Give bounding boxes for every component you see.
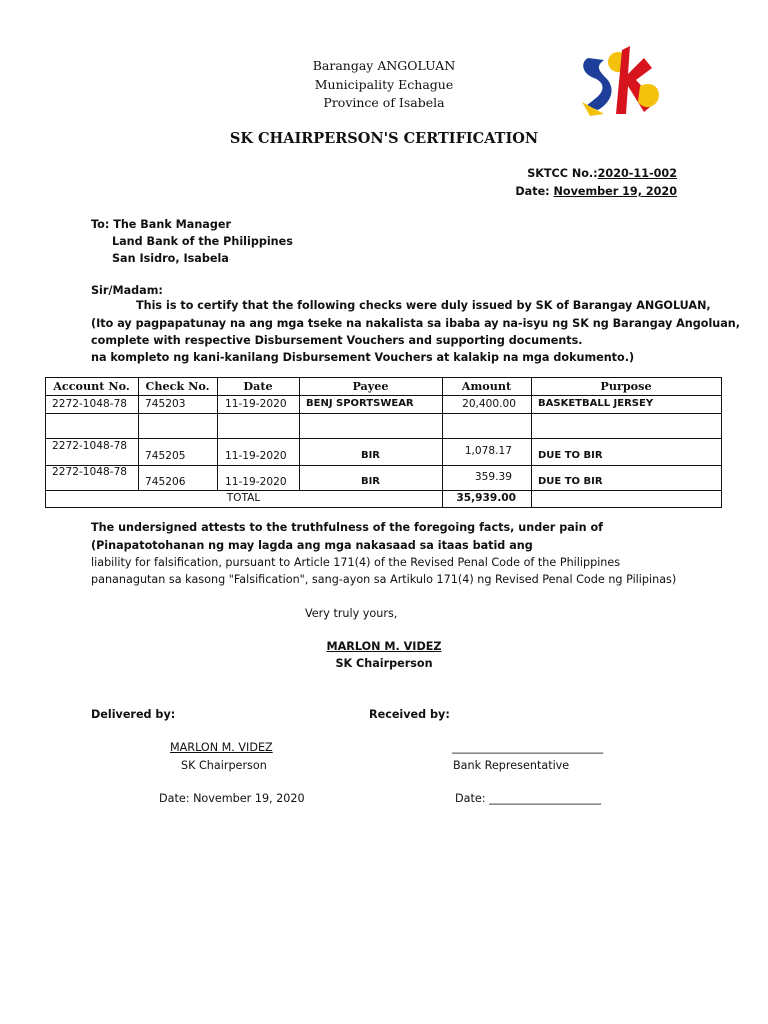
cell-payee: BIR: [360, 450, 381, 461]
col-header-purpose: Purpose: [600, 379, 652, 393]
cell-amount: 20,400.00: [462, 398, 516, 410]
sk-logo-icon: [578, 40, 666, 118]
header-province: Province of Isabela: [323, 95, 445, 110]
body-line-1: This is to certify that the following checks were duly issued by SK of Barangay ANGOLUAN,: [136, 299, 711, 312]
attestation-line-3: liability for falsification, pursuant to Article 171(4) of the Revised Penal Code of the Philippines: [91, 556, 621, 569]
cell-amount: 1,078.17: [464, 445, 512, 457]
delivered-title: SK Chairperson: [181, 759, 267, 772]
col-header-date: Date: [243, 379, 273, 393]
col-header-payee: Payee: [352, 379, 389, 393]
body-line-4: na kompleto ng kani-kanilang Disbursement Vouchers at kalakip na mga dokumento.): [91, 351, 635, 364]
body-line-3: complete with respective Disbursement Vouchers and supporting documents.: [91, 334, 583, 347]
header-barangay: Barangay ANGOLUAN: [312, 58, 456, 73]
attestation-line-4: pananagutan sa kasong "Falsification", sang-ayon sa Artikulo 171(4) ng Revised Penal Code ng Pilipinas): [91, 573, 677, 586]
cell-purpose: DUE TO BIR: [538, 450, 603, 461]
cell-check: 745206: [145, 476, 186, 488]
cell-amount: 359.39: [474, 471, 512, 483]
delivered-by-label: Delivered by:: [91, 708, 176, 721]
col-header-check: Check No.: [145, 379, 210, 393]
cell-date: 11-19-2020: [225, 450, 287, 462]
cell-purpose: BASKETBALL JERSEY: [538, 398, 654, 409]
received-date: Date: ____________________: [455, 792, 601, 805]
control-number-label: SKTCC No.:: [527, 167, 598, 180]
closing: Very truly yours,: [305, 607, 398, 620]
cell-payee: BENJ SPORTSWEAR: [306, 398, 414, 409]
body-line-2: (Ito ay pagpapatunay na ang mga tseke na nakalista sa ibaba ay na-isyu ng SK ng Barangay Angoluan,: [91, 317, 741, 330]
total-label: TOTAL: [226, 492, 261, 504]
date-value: November 19, 2020: [553, 185, 677, 198]
cell-date: 11-19-2020: [225, 476, 287, 488]
cell-date: 11-19-2020: [225, 398, 287, 410]
col-header-account: Account No.: [53, 379, 130, 393]
signatory-title: SK Chairperson: [335, 657, 433, 670]
cell-payee: BIR: [360, 476, 381, 487]
addressee-bank: Land Bank of the Philippines: [112, 235, 293, 248]
delivered-name: MARLON M. VIDEZ: [170, 741, 273, 754]
date-row: [515, 185, 677, 198]
total-amount: 35,939.00: [456, 492, 516, 504]
cell-check: 745203: [145, 398, 186, 410]
signatory-name: MARLON M. VIDEZ: [326, 640, 442, 653]
cell-purpose: DUE TO BIR: [538, 476, 603, 487]
attestation-line-1: The undersigned attests to the truthfulness of the foregoing facts, under pain of: [91, 521, 604, 534]
salutation: Sir/Madam:: [91, 284, 163, 297]
date-label: Date:: [515, 185, 550, 198]
cell-account: 2272-1048-78: [52, 466, 128, 478]
control-number-row: [527, 167, 677, 180]
delivered-date: Date: November 19, 2020: [159, 792, 305, 805]
received-by-label: Received by:: [369, 708, 450, 721]
header-municipality: Municipality Echague: [314, 77, 454, 92]
control-number: 2020-11-002: [597, 167, 677, 180]
addressee-address: San Isidro, Isabela: [112, 252, 229, 265]
col-header-amount: Amount: [461, 379, 512, 393]
document-title: SK CHAIRPERSON'S CERTIFICATION: [229, 130, 539, 147]
cell-account: 2272-1048-78: [52, 440, 128, 452]
received-signature-line: ___________________________: [452, 741, 604, 754]
cell-account: 2272-1048-78: [52, 398, 128, 410]
attestation-line-2: (Pinapatotohanan ng may lagda ang mga nakasaad sa itaas batid ang: [91, 539, 533, 552]
addressee-to: To: The Bank Manager: [91, 218, 231, 231]
received-title: Bank Representative: [453, 759, 570, 772]
cell-check: 745205: [145, 450, 186, 462]
